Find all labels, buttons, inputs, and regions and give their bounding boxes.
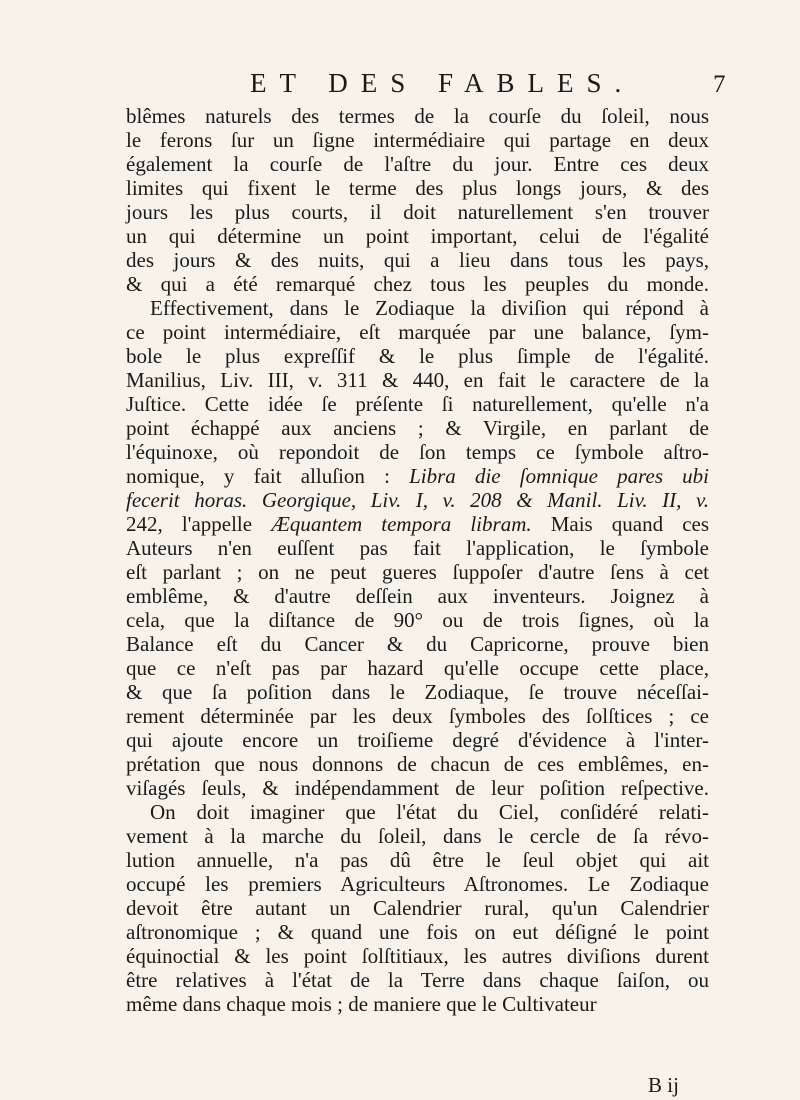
text-line: également la courſe de l'aſtre du jour. Entre ces deux — [126, 152, 709, 176]
text-line: & qui a été remarqué chez tous les peuples du monde. — [126, 272, 709, 296]
text-line: cela, que la diſtance de 90° ou de trois ſignes, où la — [126, 608, 709, 632]
running-head: ET DES FABLES. — [250, 68, 635, 98]
text-line: aſtronomique ; & quand une fois on eut déſigné le point — [126, 920, 709, 944]
text-line-with-quote — [126, 512, 709, 536]
text-line: des jours & des nuits, qui a lieu dans tous les pays, — [126, 248, 709, 272]
text-line: vement à la marche du ſoleil, dans le cercle de ſa révo- — [126, 824, 709, 848]
text-line: prétation que nous donnons de chacun de ces emblêmes, en- — [126, 752, 709, 776]
text-line: être relatives à l'état de la Terre dans chaque ſaiſon, ou — [126, 968, 709, 992]
text-line: Manilius, Liv. III, v. 311 & 440, en fait le caractere de la — [126, 368, 709, 392]
text-line: blêmes naturels des termes de la courſe du ſoleil, nous — [126, 104, 709, 128]
text-line: occupé les premiers Agriculteurs Aſtronomes. Le Zodiaque — [126, 872, 709, 896]
body-text — [126, 104, 709, 1016]
text-line: rement déterminée par les deux ſymboles des ſolſtices ; ce — [126, 704, 709, 728]
text-line: viſagés ſeuls, & indépendamment de leur poſition reſpective. — [126, 776, 709, 800]
text-line: Auteurs n'en euſſent pas fait l'application, le ſymbole — [126, 536, 709, 560]
text-line: que ce n'eſt pas par hazard qu'elle occupe cette place, — [126, 656, 709, 680]
text-line: point échappé aux anciens ; & Virgile, en parlant de — [126, 416, 709, 440]
latin-quote: Æquantem tempora libram. — [271, 512, 532, 536]
page-number: 7 — [713, 71, 726, 98]
signature-mark: B ij — [648, 1073, 679, 1097]
text-line: lution annuelle, n'a pas dû être le ſeul objet qui ait — [126, 848, 709, 872]
text-line: qui ajoute encore un troiſieme degré d'évidence à l'inter- — [126, 728, 709, 752]
text-line: ce point intermédiaire, eſt marquée par une balance, ſym- — [126, 320, 709, 344]
text-line: limites qui fixent le terme des plus longs jours, & des — [126, 176, 709, 200]
text-line: jours les plus courts, il doit naturellement s'en trouver — [126, 200, 709, 224]
text-line: Juſtice. Cette idée ſe préſente ſi naturellement, qu'elle n'a — [126, 392, 709, 416]
latin-quote: Libra die ſomnique pares ubi — [409, 464, 710, 488]
text-line: eſt parlant ; on ne peut gueres ſuppoſer d'autre ſens à cet — [126, 560, 709, 584]
text-line: équinoctial & les point ſolſtitiaux, les autres diviſions durent — [126, 944, 709, 968]
text-line: l'équinoxe, où repondoit de ſon temps ce ſymbole aſtro- — [126, 440, 709, 464]
text-line: bole le plus expreſſif & le plus ſimple de l'égalité. — [126, 344, 709, 368]
text-line-with-quote — [126, 464, 709, 488]
text-line: On doit imaginer que l'état du Ciel, conſidéré relati- — [150, 800, 709, 824]
text-line: & que ſa poſition dans le Zodiaque, ſe trouve néceſſai- — [126, 680, 709, 704]
text-fragment: fecerit horas. Georgique, Liv. I, v. 208 & Manil. Liv. II, v. — [126, 488, 709, 512]
text-line: devoit être autant un Calendrier rural, qu'un Calendrier — [126, 896, 709, 920]
text-line: Effectivement, dans le Zodiaque la diviſion qui répond à — [150, 296, 709, 320]
text-line: emblême, & d'autre deſſein aux inventeurs. Joignez à — [126, 584, 709, 608]
text-line: même dans chaque mois ; de maniere que le Cultivateur — [126, 992, 597, 1016]
text-fragment: 242, l'appelle — [126, 512, 272, 536]
text-line: Balance eſt du Cancer & du Capricorne, prouve bien — [126, 632, 709, 656]
text-line-with-quote — [126, 488, 709, 512]
text-fragment: nomique, y fait alluſion : — [126, 464, 410, 488]
text-line: un qui détermine un point important, celui de l'égalité — [126, 224, 709, 248]
text-line: le ferons ſur un ſigne intermédiaire qui partage en deux — [126, 128, 709, 152]
text-fragment: Mais quand ces — [531, 512, 710, 536]
